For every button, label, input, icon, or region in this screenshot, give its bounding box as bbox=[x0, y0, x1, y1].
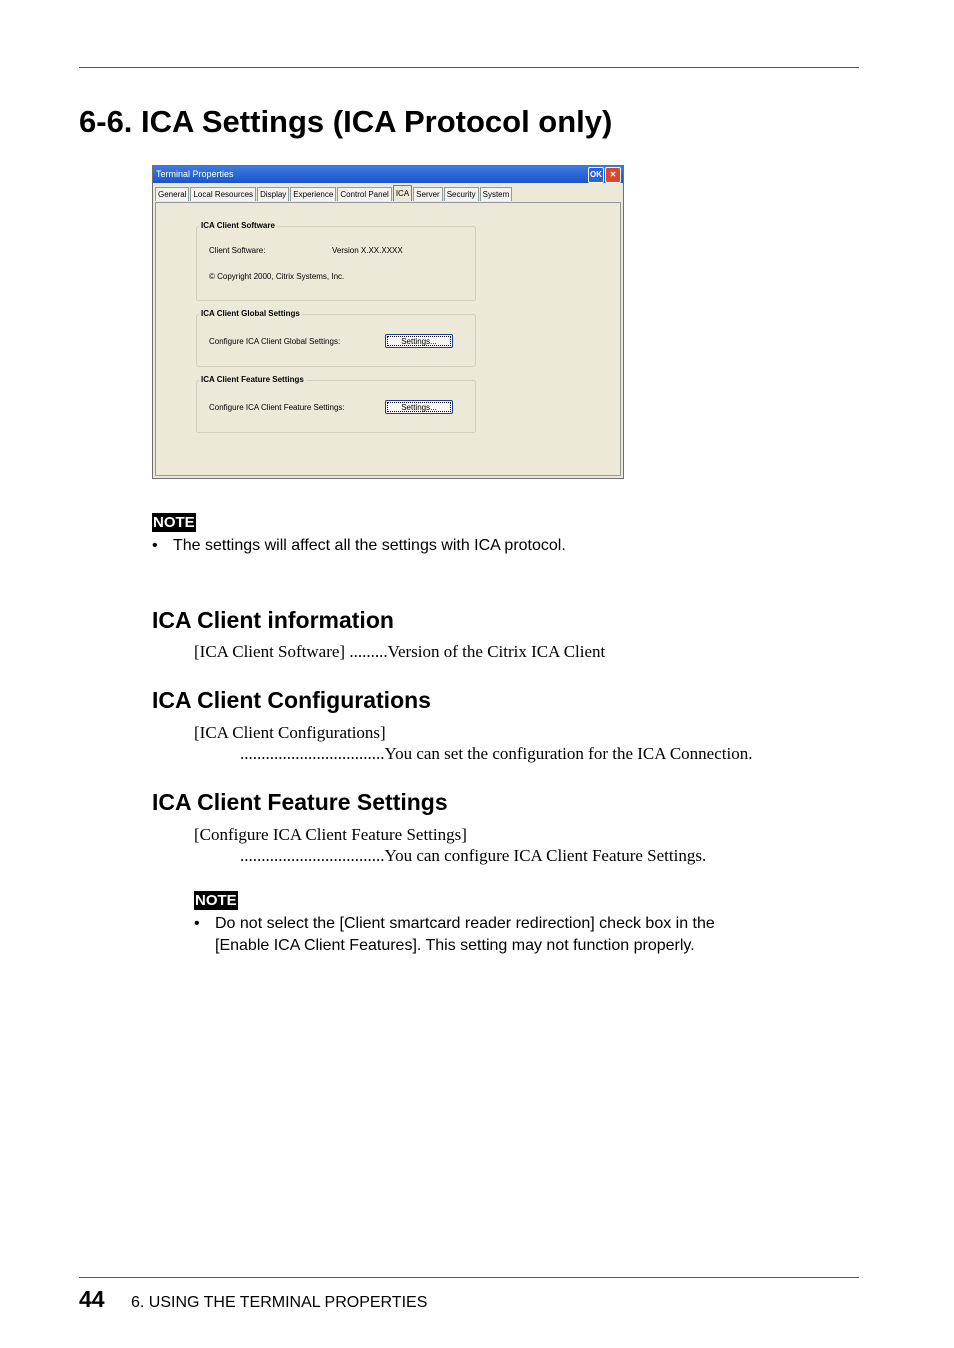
feature-line-1: [Configure ICA Client Feature Settings] bbox=[194, 825, 467, 844]
tab-control-panel[interactable]: Control Panel bbox=[337, 187, 391, 201]
tab-ica[interactable]: ICA bbox=[393, 185, 412, 201]
client-software-label: Client Software: bbox=[209, 246, 266, 255]
group-title: ICA Client Software bbox=[201, 221, 275, 230]
section-heading-info: ICA Client information bbox=[152, 607, 394, 633]
feature-settings-label: Configure ICA Client Feature Settings: bbox=[209, 403, 345, 412]
bottom-rule bbox=[79, 1277, 859, 1278]
top-rule bbox=[79, 67, 859, 68]
info-line: [ICA Client Software] .........Version of the Citrix ICA Client bbox=[194, 642, 606, 661]
note-text-line-2: [Enable ICA Client Features]. This setting may not function properly. bbox=[215, 937, 695, 954]
window-titlebar bbox=[153, 166, 623, 183]
page-number: 44 bbox=[79, 1286, 105, 1312]
config-line-2: ..................................You can set the configuration for the ICA Connection. bbox=[240, 744, 753, 763]
note-text: The settings will affect all the settings with ICA protocol. bbox=[173, 537, 566, 554]
tab-general[interactable]: General bbox=[155, 187, 189, 201]
client-software-version: Version X.XX.XXXX bbox=[332, 246, 403, 255]
ica-client-software-group bbox=[196, 221, 476, 301]
tab-system[interactable]: System bbox=[480, 187, 513, 201]
global-settings-button[interactable]: Settings... bbox=[385, 334, 453, 348]
feature-line-2: ..................................You can configure ICA Client Feature Settings. bbox=[240, 846, 707, 865]
note-badge: NOTE bbox=[153, 514, 195, 531]
tab-server[interactable]: Server bbox=[413, 187, 443, 201]
ica-tab-pane bbox=[155, 202, 621, 476]
tab-display[interactable]: Display bbox=[257, 187, 289, 201]
group-title: ICA Client Feature Settings bbox=[201, 375, 304, 384]
ok-button[interactable]: OK bbox=[588, 167, 604, 183]
group-title: ICA Client Global Settings bbox=[201, 309, 300, 318]
note-badge: NOTE bbox=[195, 892, 237, 909]
section-heading-feature: ICA Client Feature Settings bbox=[152, 789, 448, 815]
page-title: 6-6. ICA Settings (ICA Protocol only) bbox=[79, 104, 613, 139]
copyright-text: © Copyright 2000, Citrix Systems, Inc. bbox=[209, 272, 345, 281]
ica-client-global-settings-group bbox=[196, 309, 476, 367]
feature-settings-button[interactable]: Settings... bbox=[385, 400, 453, 414]
tab-security[interactable]: Security bbox=[444, 187, 479, 201]
tab-strip bbox=[155, 187, 513, 202]
section-heading-config: ICA Client Configurations bbox=[152, 687, 431, 713]
note-text-line-1: Do not select the [Client smartcard reader redirection] check box in the bbox=[215, 915, 715, 932]
config-line-1: [ICA Client Configurations] bbox=[194, 723, 386, 742]
bullet-dot: • bbox=[152, 537, 158, 554]
tab-experience[interactable]: Experience bbox=[290, 187, 336, 201]
ica-client-feature-settings-group bbox=[196, 375, 476, 433]
terminal-properties-window bbox=[152, 165, 624, 479]
chapter-footer: 6. USING THE TERMINAL PROPERTIES bbox=[131, 1294, 428, 1311]
global-settings-label: Configure ICA Client Global Settings: bbox=[209, 337, 341, 346]
close-icon[interactable]: ✕ bbox=[605, 167, 621, 183]
window-title: Terminal Properties bbox=[156, 169, 234, 179]
bullet-dot: • bbox=[194, 915, 200, 932]
tab-local-resources[interactable]: Local Resources bbox=[190, 187, 256, 201]
